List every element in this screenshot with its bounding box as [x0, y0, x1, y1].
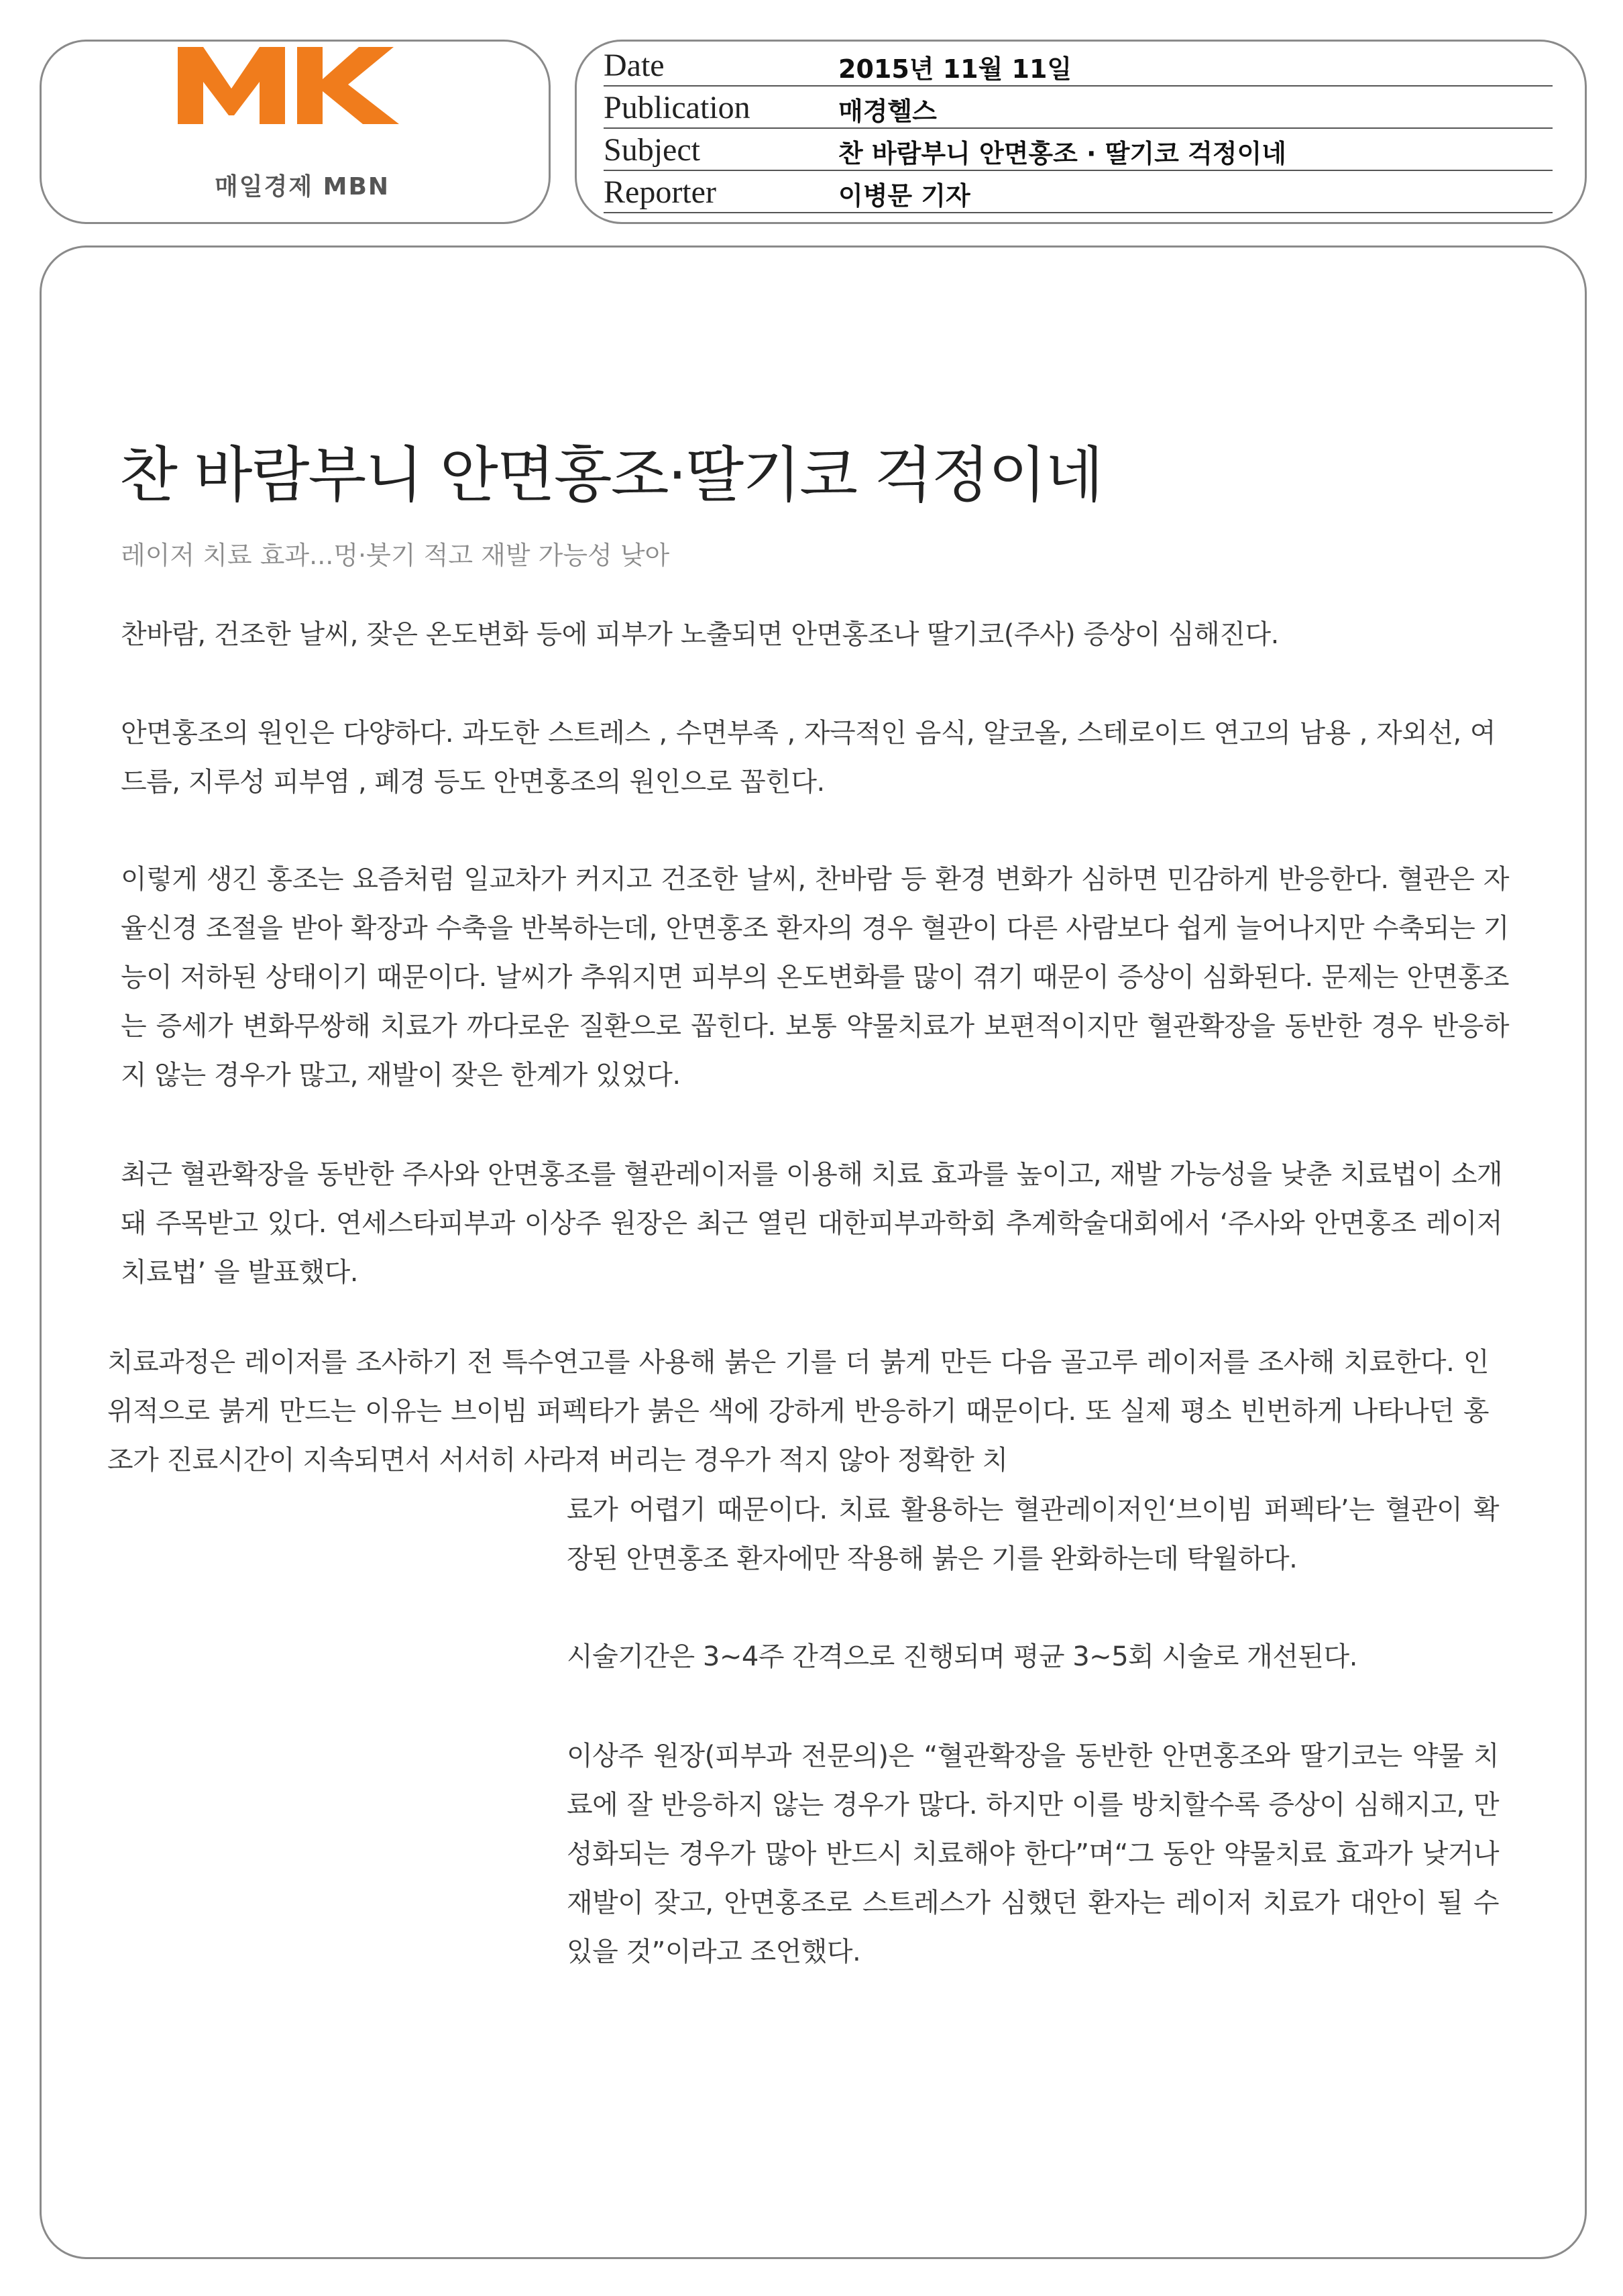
article-paragraph: 최근 혈관확장을 동반한 주사와 안면홍조를 혈관레이저를 이용해 치료 효과를 높이고, 재발 가능성을 낮춘 치료법이 소개돼 주목받고 있다. 연세스타피부과 이상주 원장은 최근 열린 대한피부과학회 추계학술대회에서 ‘주사와 안면홍조 레이저 치료법’ 을 발표했다. — [121, 1159, 1502, 1288]
article-paragraph: 시술기간은 3~4주 간격으로 진행되며 평균 3~5회 시술로 개선된다. — [567, 1641, 1357, 1672]
meta-value: 매경헬스 — [838, 97, 937, 126]
article-paragraph: 이렇게 생긴 홍조는 요즘처럼 일교차가 커지고 건조한 날씨, 찬바람 등 환경 변화가 심하면 민감하게 반응한다. 혈관은 자율신경 조절을 받아 확장과 수축을 반복하는데, 안면홍조 환자의 경우 혈관이 다른 사람보다 쉽게 늘어나지만 수축되는 기능이 저하된 상태이기 때문이다. 날씨가 추워지면 피부의 온도변화를 많이 겪기 때문이 증상이 심화된다. 문제는 안면홍조는 증세가 변화무쌍해 치료가 까다로운 질환으로 꼽힌다. 보통 약물치료가 보편적이지만 혈관확장을 동반한 경우 반응하지 않는 경우가 많고, 재발이 잦은 한계가 있었다. — [121, 864, 1509, 1091]
article-paragraph: 료가 어렵기 때문이다. 치료 활용하는 혈관레이저인‘브이빔 퍼펙타’는 혈관이 확장된 안면홍조 환자에만 작용해 붉은 기를 완화하는데 탁월하다. — [567, 1494, 1499, 1574]
article-paragraph: 안면홍조의 원인은 다양하다. 과도한 스트레스 , 수면부족 , 자극적인 음식, 알코올, 스테로이드 연고의 남용 , 자외선, 여드름, 지루성 피부염 , 폐경 등도 안면홍조의 원인으로 꼽힌다. — [121, 718, 1496, 798]
meta-row-date — [604, 44, 1553, 87]
mk-logo — [178, 40, 412, 127]
logo-subtitle: 매일경제 MBN — [215, 173, 390, 201]
meta-value: 이병문 기자 — [838, 181, 970, 211]
meta-label: Subject — [604, 132, 700, 168]
article-paragraph: 찬바람, 건조한 날씨, 잦은 온도변화 등에 피부가 노출되면 안면홍조나 딸기코(주사) 증상이 심해진다. — [121, 619, 1279, 650]
metadata-table — [604, 44, 1553, 213]
meta-row-reporter — [604, 171, 1553, 213]
article-paragraph: 이상주 원장(피부과 전문의)은 “혈관확장을 동반한 안면홍조와 딸기코는 약물 치료에 잘 반응하지 않는 경우가 많다. 하지만 이를 방치할수록 증상이 심해지고, 만성화되는 경우가 많아 반드시 치료해야 한다”며“그 동안 약물치료 효과가 낮거나 재발이 잦고, 안면홍조로 스트레스가 심했던 환자는 레이저 치료가 대안이 될 수 있을 것”이라고 조언했다. — [567, 1741, 1499, 1967]
meta-label: Date — [604, 48, 665, 83]
mk-logo-mark-icon — [178, 40, 412, 127]
article-headline: 찬 바람부니 안면홍조·딸기코 걱정이네 — [119, 440, 1103, 510]
meta-row-publication — [604, 87, 1553, 129]
meta-row-subject — [604, 129, 1553, 171]
meta-value: 2015년 11월 11일 — [838, 54, 1072, 84]
meta-value: 찬 바람부니 안면홍조 · 딸기코 걱정이네 — [838, 139, 1286, 168]
article-subheadline: 레이저 치료 효과...멍·붓기 적고 재발 가능성 낮아 — [121, 541, 670, 570]
article-paragraph: 치료과정은 레이저를 조사하기 전 특수연고를 사용해 붉은 기를 더 붉게 만든 다음 골고루 레이저를 조사해 치료한다. 인위적으로 붉게 만드는 이유는 브이빔 퍼펙타가 붉은 색에 강하게 반응하기 때문이다. 또 실제 평소 빈번하게 나타나던 홍조가 진료시간이 지속되면서 서서히 사라져 버리는 경우가 적지 않아 정확한 치 — [107, 1347, 1489, 1476]
meta-label: Publication — [604, 90, 750, 125]
meta-label: Reporter — [604, 174, 716, 210]
